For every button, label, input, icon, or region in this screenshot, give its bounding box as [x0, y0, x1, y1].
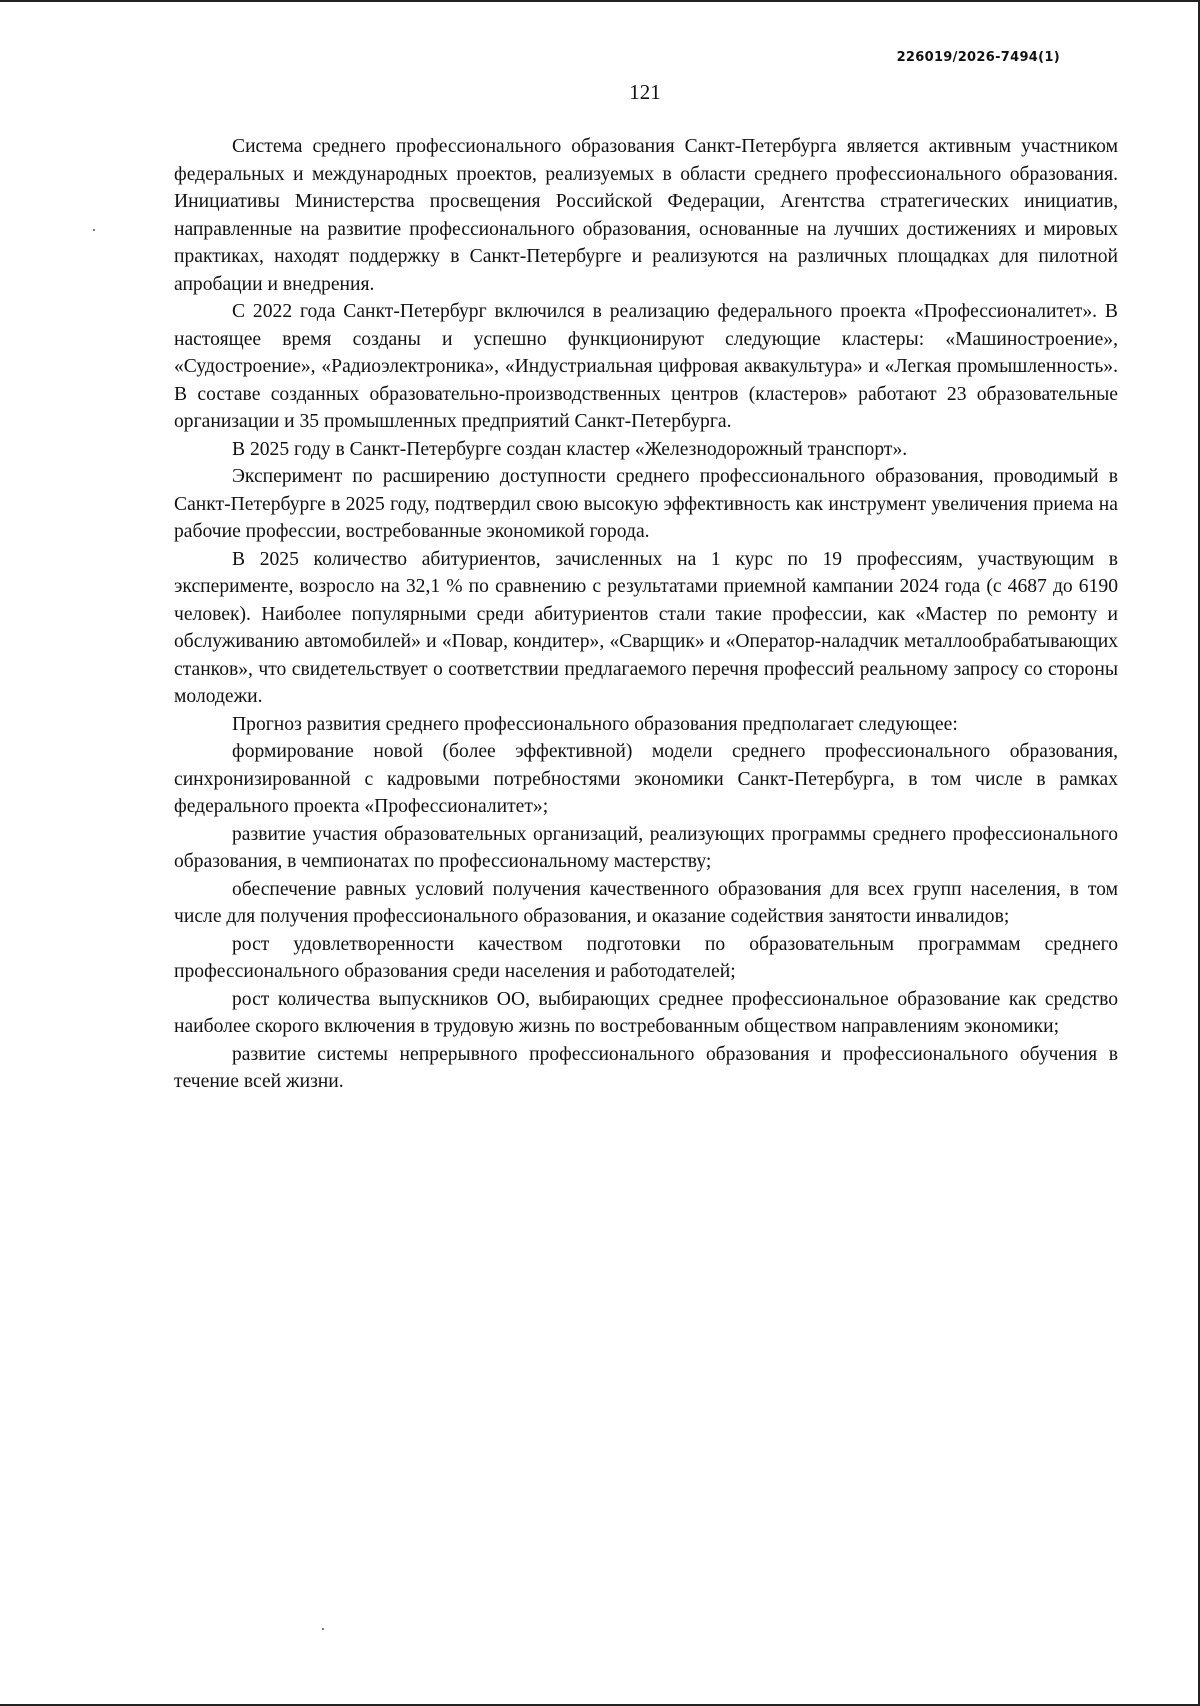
scan-speck: [322, 1628, 324, 1630]
forecast-item-lifelong-learning: развитие системы непрерывного профессионального образования и профессионального обучения в течение всей жизни.: [174, 1043, 1118, 1092]
forecast-item-new-model: формирование новой (более эффективной) модели среднего профессионального образования, синхронизированной с кадровыми потребностями экономики Санкт-Петербурга, в том числе в рамках федерального проекта «Профессионалитет»;: [174, 741, 1118, 817]
paragraph-professionalitet: С 2022 года Санкт-Петербург включился в реализацию федерального проекта «Профессионалитет». В настоящее время созданы и успешно функционируют следующие кластеры: «Машиностроение», «Судостроение», «Радиоэлектроника», «Индустриальная цифровая аквакультура» и «Легкая промышленность». В составе созданных образовательно-производственных центров (кластеров» работают 23 образовательные организации и 35 промышленных предприятий Санкт-Петербурга.: [174, 301, 1118, 432]
document-registration-number: 226019/2026-7494(1): [896, 50, 1060, 65]
forecast-item-championships: развитие участия образовательных организаций, реализующих программы среднего профессионального образования, в чемпионатах по профессиональному мастерству;: [174, 823, 1118, 872]
paragraph-enrollment-stats: В 2025 количество абитуриентов, зачисленных на 1 курс по 19 профессиям, участвующим в эксперименте, возросло на 32,1 % по сравнению с результатами приемной кампании 2024 года (с 4687 до 6190 человек). Наиболее популярными среди абитуриентов стали такие профессии, как «Мастер по ремонту и обслуживанию автомобилей» и «Повар, кондитер», «Сварщик» и «Оператор-наладчик металлообрабатывающих станков», что свидетельствует о соответствии предлагаемого перечня профессий реальному запросу со стороны молодежи.: [174, 548, 1118, 707]
paragraph-spo-system: Система среднего профессионального образования Санкт-Петербурга является активным участником федеральных и международных проектов, реализуемых в области среднего профессионального образования. Инициативы Министерства просвещения Российской Федерации, Агентства стратегических инициатив, направленные на развитие профессионального образования, основанные на лучших достижениях и мировых практиках, находят поддержку в Санкт-Петербурге и реализуются на различных площадках для пилотной апробации и внедрения.: [174, 136, 1118, 295]
paragraph-forecast-intro: Прогноз развития среднего профессионального образования предполагает следующее:: [232, 713, 958, 735]
document-body: [174, 133, 1118, 1096]
forecast-item-graduates: рост количества выпускников ОО, выбирающих среднее профессиональное образование как средство наиболее скорого включения в трудовую жизнь по востребованным обществом направлениям экономики;: [174, 988, 1118, 1037]
paragraph-experiment: Эксперимент по расширению доступности среднего профессионального образования, проводимый в Санкт-Петербурге в 2025 году, подтвердил свою высокую эффективность как инструмент увеличения приема на рабочие профессии, востребованные экономикой города.: [174, 466, 1118, 542]
forecast-item-equal-conditions: обеспечение равных условий получения качественного образования для всех групп населения, в том числе для получения профессионального образования, и оказание содействия занятости инвалидов;: [174, 878, 1118, 927]
page-number: 121: [629, 80, 661, 104]
forecast-item-satisfaction: рост удовлетворенности качеством подготовки по образовательным программам среднего профессионального образования среди населения и работодателей;: [174, 933, 1118, 982]
scan-speck: [93, 229, 95, 231]
paragraph-railway-cluster: В 2025 году в Санкт-Петербурге создан кластер «Железнодорожный транспорт».: [232, 438, 908, 460]
scan-border-top: [0, 0, 1200, 2]
